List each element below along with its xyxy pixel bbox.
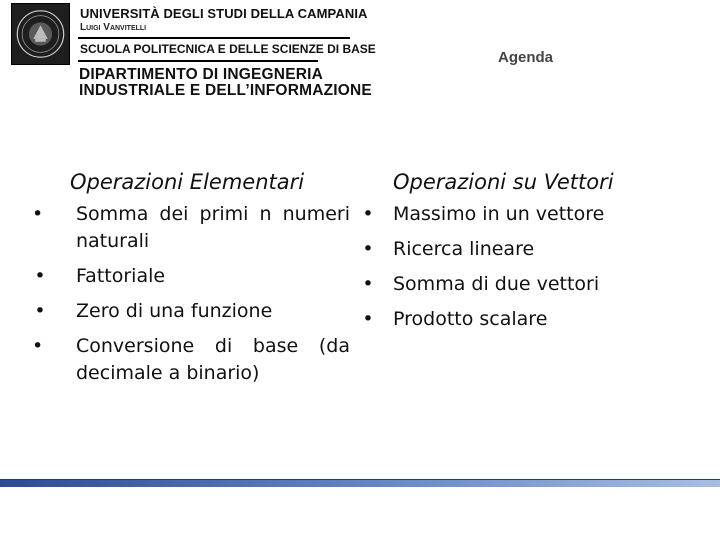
left-column-title: Operazioni Elementari <box>70 170 305 194</box>
left-column-list <box>32 201 350 395</box>
university-subtitle: Luigi Vanvitelli <box>80 22 147 33</box>
list-item-text: Massimo in un vettore <box>393 203 605 225</box>
list-item-text: Fattoriale <box>76 265 166 287</box>
seal-icon <box>12 4 69 64</box>
bullet-icon: • <box>34 300 46 322</box>
list-item <box>32 298 350 325</box>
university-name: UNIVERSITÀ DEGLI STUDI DELLA CAMPANIA <box>80 6 368 21</box>
header-divider <box>78 37 350 39</box>
school-name: SCUOLA POLITECNICA E DELLE SCIENZE DI BASE <box>80 42 376 56</box>
list-item-text: Zero di una funzione <box>76 300 273 322</box>
list-item <box>360 271 690 298</box>
department-name <box>79 67 372 99</box>
university-seal-logo <box>11 3 70 65</box>
list-item-text: Ricerca lineare <box>393 238 535 260</box>
list-item-text: Somma di due vettori <box>393 273 600 295</box>
bullet-icon: • <box>32 203 44 225</box>
right-column-title: Operazioni su Vettori <box>393 170 614 194</box>
bullet-icon: • <box>362 203 374 225</box>
list-item <box>32 263 350 290</box>
list-item-text: Somma dei primi n numeri naturali <box>76 203 350 252</box>
list-item-text: Prodotto scalare <box>393 308 548 330</box>
slide-title: Agenda <box>498 49 554 66</box>
list-item <box>32 201 350 255</box>
department-line-1: DIPARTIMENTO DI INGEGNERIA <box>79 66 324 83</box>
header-divider <box>78 60 318 62</box>
list-item <box>360 236 690 263</box>
list-item <box>360 306 690 333</box>
list-item <box>32 333 350 387</box>
bullet-icon: • <box>34 265 46 287</box>
university-heading <box>80 6 370 34</box>
bullet-icon: • <box>362 273 374 295</box>
footer-bar <box>0 479 720 487</box>
bullet-icon: • <box>362 308 374 330</box>
list-item-text: Conversione di base (da decimale a binario) <box>76 335 350 384</box>
department-line-2: INDUSTRIALE E DELL’INFORMAZIONE <box>79 82 372 99</box>
bullet-icon: • <box>362 238 374 260</box>
list-item <box>360 201 690 228</box>
bullet-icon: • <box>32 335 44 357</box>
right-column-list <box>360 201 690 341</box>
